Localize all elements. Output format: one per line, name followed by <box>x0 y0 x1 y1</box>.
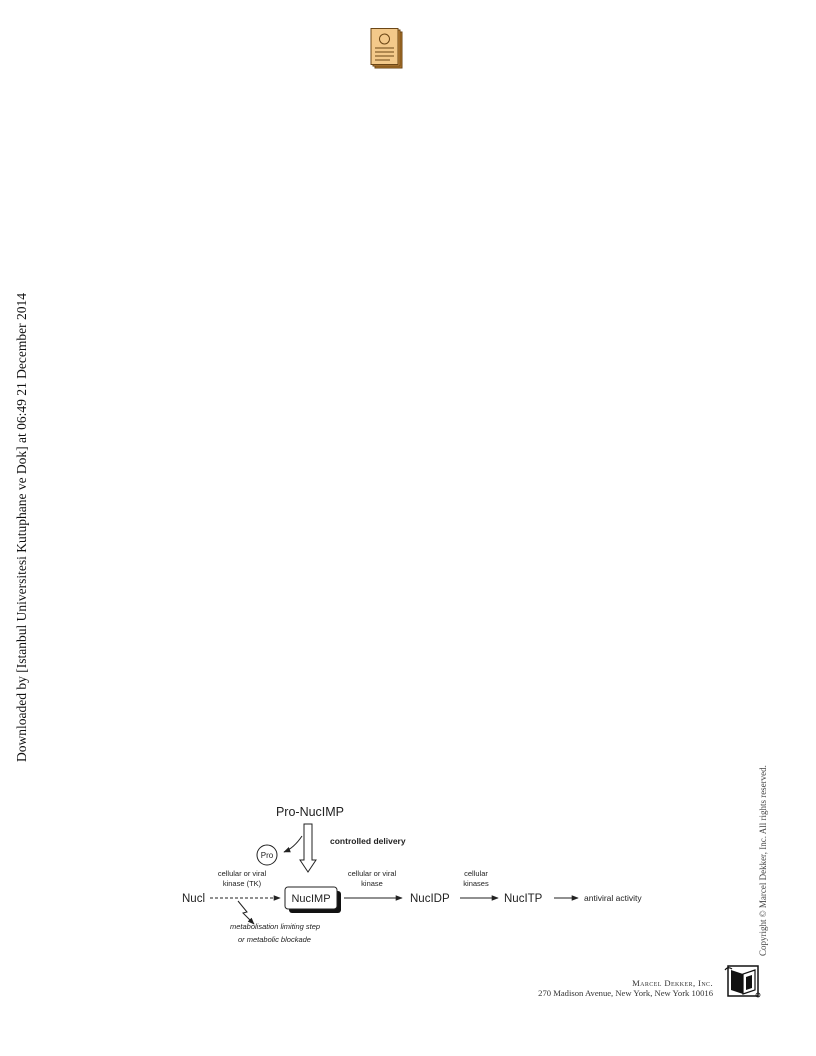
kinase-tk-label-line1: cellular or viral <box>217 869 267 878</box>
publisher-logo-icon <box>723 964 761 998</box>
kinase2-label-line1: cellular or viral <box>347 869 397 878</box>
publisher-name: Marcel Dekker, Inc. <box>632 978 713 988</box>
kinases3-label-line1: cellular <box>464 869 488 878</box>
diphosphate-label: NucIDP <box>410 893 450 905</box>
kinase2-label-line2: kinase <box>361 879 383 888</box>
controlled-delivery-label: controlled delivery <box>330 836 406 846</box>
outcome-label: antiviral activity <box>584 893 642 903</box>
monophosphate-label: NucIMP <box>291 893 331 905</box>
kinases3-label-line2: kinases <box>463 879 489 888</box>
pro-group-label: Pro <box>260 851 274 860</box>
controlled-delivery-arrow <box>300 824 316 872</box>
copyright-note: Copyright © Marcel Dekker, Inc. All rights reserved. <box>758 765 768 956</box>
kinase-tk-label-line2: kinase (TK) <box>222 879 262 888</box>
publisher-address: 270 Madison Avenue, New York, New York 10016 <box>538 988 713 998</box>
nucleoside-label: Nucl <box>182 893 206 905</box>
limiting-step-bolt <box>238 901 254 924</box>
triphosphate-label: NucITP <box>504 893 543 905</box>
pro-release-arrow <box>284 836 302 852</box>
metabolic-pathway-diagram <box>170 798 670 958</box>
prodrug-label: Pro-NucIMP <box>275 805 345 819</box>
publisher-block <box>538 978 713 998</box>
limiting-step-line2: or metabolic blockade <box>238 935 311 944</box>
limiting-step-line1: metabolisation limiting step <box>230 922 321 931</box>
download-note: Downloaded by [Istanbul Universitesi Kutuphane ve Dok] at 06:49 21 December 2014 <box>14 292 29 762</box>
document-icon <box>370 28 404 70</box>
